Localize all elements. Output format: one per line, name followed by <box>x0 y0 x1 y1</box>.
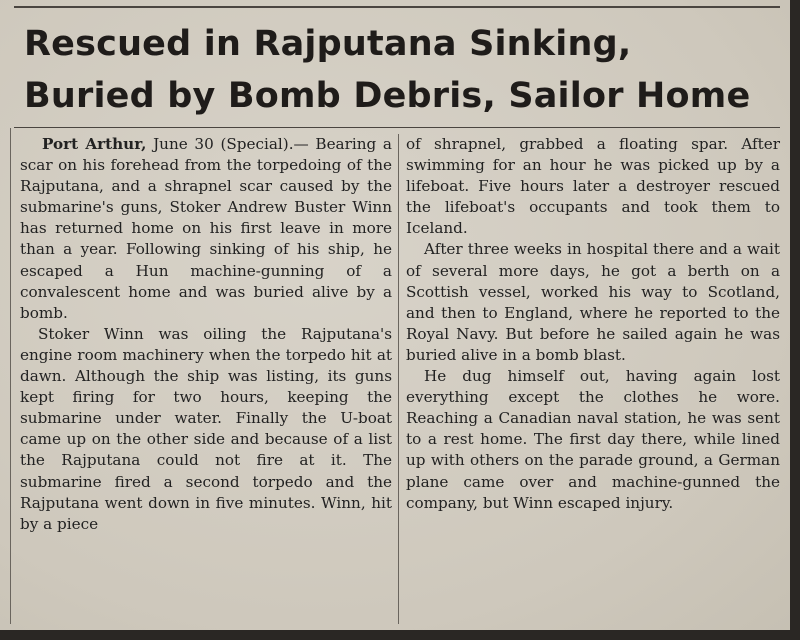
paragraph-1 <box>20 134 392 324</box>
paragraph-3: of shrapnel, grabbed a floating spar. After swimming for an hour he was picked up by a lifeboat. Five hours later a destroyer rescued the lifeboat's occupants and took them to Iceland. <box>406 135 780 238</box>
left-column <box>20 134 392 535</box>
column-divider <box>398 134 399 624</box>
headline-rule <box>14 127 780 128</box>
paragraph-1-text: June 30 (Special).— Bearing a scar on his forehead from the torpedoing of the Rajputana, and a shrapnel scar caused by the submarine's guns, Stoker Andrew Buster Winn has returned home on his first leave in more than a year. Following sinking of his ship, he escaped a Hun machine-gunning of a convalescent home and was buried alive by a bomb. <box>20 135 392 322</box>
paragraph-4: After three weeks in hospital there and a wait of several more days, he got a berth on a Scottish vessel, worked his way to Scotland, and then to England, where he reported to the Royal Navy. But before he sailed again he was buried alive in a bomb blast. <box>406 240 780 364</box>
headline-line-1: Rescued in Rajputana Sinking, <box>24 24 632 64</box>
headline-line-2: Buried by Bomb Debris, Sailor Home <box>24 76 751 116</box>
right-column <box>406 134 780 514</box>
headline <box>24 18 784 122</box>
dateline: Port Arthur, <box>42 135 147 153</box>
paragraph-5: He dug himself out, having again lost everything except the clothes he wore. Reaching a Canadian naval station, he was sent to a rest home. The first day there, while lined up with others on the parade ground, a German plane came over and machine-gunned the company, but Winn escaped injury. <box>406 367 780 512</box>
top-rule <box>14 6 780 8</box>
left-column-border <box>10 128 11 624</box>
paragraph-2: Stoker Winn was oiling the Rajputana's engine room machinery when the torpedo hit at dawn. Although the ship was listing, its guns kept firing for two hours, keeping the submarine under water. Finally the U-boat came up on the other side and because of a list the Rajputana could not fire at it. The submarine fired a second torpedo and the Rajputana went down in five minutes. Winn, hit by a piece <box>20 324 392 533</box>
